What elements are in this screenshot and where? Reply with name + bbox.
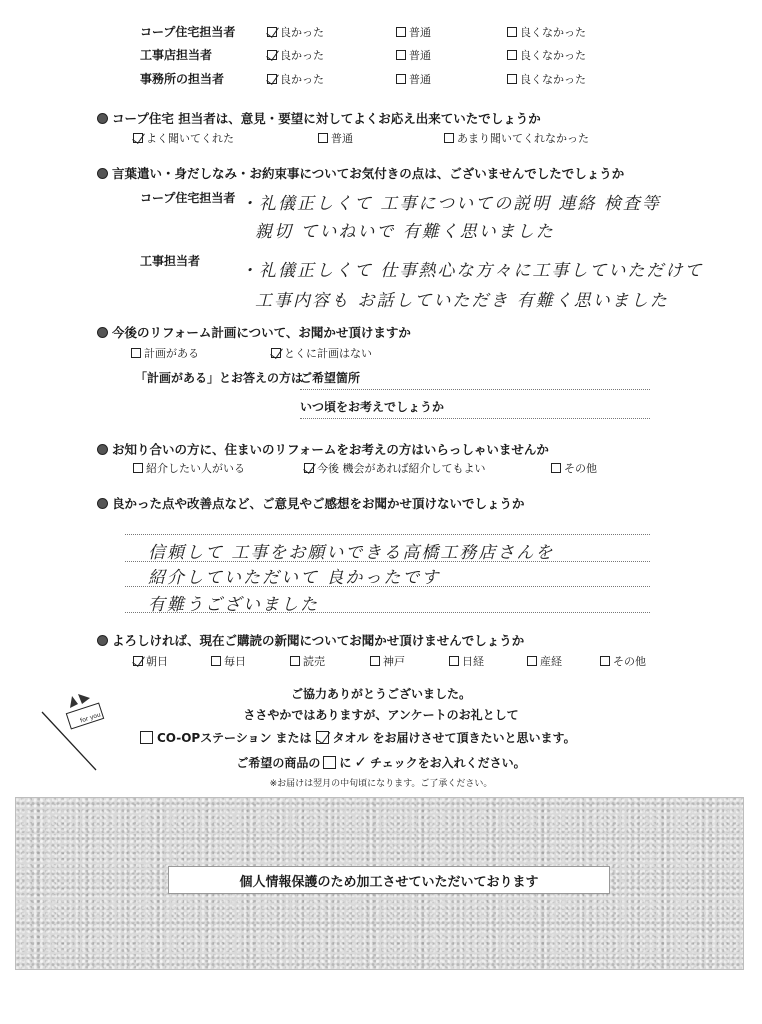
q4-2-checkbox[interactable]: [551, 463, 561, 473]
staff-row-label: コープ住宅担当者: [140, 25, 236, 39]
q6-0-label: 朝日: [146, 655, 168, 668]
q2-coop-answer-line-2: 親切 ていねいで 有難く思いました: [255, 222, 555, 242]
privacy-notice: 個人情報保護のため加工させていただいております: [168, 866, 610, 894]
q2-contractor-answer-line-1: ・礼儀正しくて 仕事熱心な方々に工事していただけて: [240, 261, 704, 281]
q6-6-option[interactable]: [600, 653, 646, 669]
q6-heading: [97, 631, 524, 649]
q6-6-checkbox[interactable]: [600, 656, 610, 666]
q4-0-option[interactable]: [133, 460, 245, 476]
q1-2-checkbox[interactable]: [444, 133, 454, 143]
q1-1-checkbox[interactable]: [318, 133, 328, 143]
staff-rating-0-1-option[interactable]: [396, 24, 431, 40]
staff-rating-2-2-option[interactable]: [507, 71, 586, 87]
q3-1-label: とくに計画はない: [284, 347, 372, 360]
staff-rating-0-1-label: 普通: [409, 26, 431, 39]
bullet-icon: [97, 498, 108, 509]
q2-question: 言葉遣い・身だしなみ・お約束事についてお気付きの点は、ございませんでしたでしょうか: [112, 166, 625, 181]
q4-2-label: その他: [564, 462, 597, 475]
q3-1-option[interactable]: [271, 345, 372, 361]
q1-2-option[interactable]: [444, 130, 589, 146]
q4-1-label: 今後 機会があれば紹介してもよい: [317, 462, 486, 475]
staff-rating-1-2-label: 良くなかった: [520, 49, 586, 62]
when-answer-line: [300, 418, 650, 419]
q6-0-checkbox[interactable]: [133, 656, 143, 666]
gift-option-b: タオル: [332, 731, 369, 745]
staff-rating-2-2-checkbox[interactable]: [507, 74, 517, 84]
q6-2-label: 読売: [303, 655, 325, 668]
instruction-c: チェックをお入れください。: [369, 755, 526, 770]
gift-or: または: [275, 731, 312, 745]
staff-rating-0-2-label: 良くなかった: [520, 26, 586, 39]
q4-2-option[interactable]: [551, 460, 597, 476]
q2-contractor-label: 工事担当者: [140, 254, 201, 268]
q3-1-checkbox[interactable]: [271, 348, 281, 358]
staff-rating-0-0-option[interactable]: [267, 24, 324, 40]
q3-followup-prefix: 「計画がある」とお答えの方は: [135, 371, 304, 385]
bullet-icon: [97, 327, 108, 338]
q6-5-checkbox[interactable]: [527, 656, 537, 666]
staff-rating-2-2-label: 良くなかった: [520, 73, 586, 86]
q6-3-label: 神戸: [383, 655, 405, 668]
q6-5-label: 産経: [540, 655, 562, 668]
staff-rating-1-1-checkbox[interactable]: [396, 50, 406, 60]
staff-rating-2-0-option[interactable]: [267, 71, 324, 87]
q6-1-checkbox[interactable]: [211, 656, 221, 666]
gift-suffix: をお届けさせて頂きたいと思います。: [372, 731, 576, 745]
staff-rating-0-2-option[interactable]: [507, 24, 586, 40]
q3-0-option[interactable]: [131, 345, 199, 361]
staff-rating-1-0-checkbox[interactable]: [267, 50, 277, 60]
gift-tag-text: for you: [79, 711, 102, 725]
q6-2-option[interactable]: [290, 653, 325, 669]
q6-1-label: 毎日: [224, 655, 246, 668]
q3-followup-when: いつ頃をお考えでしょうか: [300, 400, 445, 414]
q6-3-checkbox[interactable]: [370, 656, 380, 666]
q6-5-option[interactable]: [527, 653, 562, 669]
q4-0-checkbox[interactable]: [133, 463, 143, 473]
q5-heading: [97, 494, 525, 512]
q1-1-option[interactable]: [318, 130, 353, 146]
q3-0-checkbox[interactable]: [131, 348, 141, 358]
gift-coop-station-checkbox[interactable]: [140, 731, 153, 744]
q2-heading: [97, 164, 624, 182]
staff-rating-1-1-option[interactable]: [396, 47, 431, 63]
q5-answer-line-1: 信頼して 工事をお願いできる高橋工務店さんを: [148, 543, 555, 563]
q4-heading: [97, 440, 549, 458]
q2-coop-label: コープ住宅担当者: [140, 191, 236, 205]
q6-4-checkbox[interactable]: [449, 656, 459, 666]
checkmark-icon: ✓: [354, 753, 367, 771]
q2-coop-answer-line-1: ・礼儀正しくて 工事についての説明 連絡 検査等: [240, 194, 661, 214]
staff-rating-2-0-label: 良かった: [280, 73, 324, 86]
bullet-icon: [97, 444, 108, 455]
q1-question: コープ住宅 担当者は、意見・要望に対してよくお応え出来ていたでしょうか: [112, 111, 541, 126]
q4-1-checkbox[interactable]: [304, 463, 314, 473]
q1-2-label: あまり聞いてくれなかった: [457, 132, 589, 145]
staff-rating-0-0-label: 良かった: [280, 26, 324, 39]
gift-towel-checkbox[interactable]: [316, 731, 329, 744]
delivery-note: ※お届けは翌月の中旬頃になります。ご了承ください。: [269, 779, 493, 789]
bullet-icon: [97, 635, 108, 646]
staff-row-label: 事務所の担当者: [140, 72, 225, 86]
q2-contractor-answer-line-2: 工事内容も お話していただき 有難く思いました: [255, 291, 669, 311]
q3-heading: [97, 323, 411, 341]
staff-rating-2-1-option[interactable]: [396, 71, 431, 87]
q4-1-option[interactable]: [304, 460, 486, 476]
staff-rating-2-1-label: 普通: [409, 73, 431, 86]
place-answer-line: [300, 389, 650, 390]
staff-rating-2-0-checkbox[interactable]: [267, 74, 277, 84]
q1-0-label: よく聞いてくれた: [146, 132, 234, 145]
staff-rating-1-0-option[interactable]: [267, 47, 324, 63]
staff-rating-2-1-checkbox[interactable]: [396, 74, 406, 84]
gift-option-a: CO-OPステーション: [157, 731, 272, 745]
comment-line: [125, 534, 650, 535]
q3-followup-place: ご希望箇所: [300, 371, 361, 385]
example-checkbox: [323, 756, 336, 769]
q1-0-checkbox[interactable]: [133, 133, 143, 143]
q6-6-label: その他: [613, 655, 646, 668]
q3-question: 今後のリフォーム計画について、お聞かせ頂けますか: [112, 325, 411, 340]
q6-4-option[interactable]: [449, 653, 484, 669]
staff-rating-0-1-checkbox[interactable]: [396, 27, 406, 37]
staff-rating-1-1-label: 普通: [409, 49, 431, 62]
q6-1-option[interactable]: [211, 653, 246, 669]
instruction-b: に: [339, 755, 352, 770]
staff-rating-0-2-checkbox[interactable]: [507, 27, 517, 37]
q4-0-label: 紹介したい人がいる: [146, 462, 245, 475]
staff-row-label: 工事店担当者: [140, 48, 213, 62]
q5-question: 良かった点や改善点など、ご意見やご感想をお聞かせ頂けないでしょうか: [112, 496, 525, 511]
bullet-icon: [97, 168, 108, 179]
bullet-icon: [97, 113, 108, 124]
q3-0-label: 計画がある: [144, 347, 199, 360]
instruction-a: ご希望の商品の: [236, 755, 321, 770]
closing-thanks: ご協力ありがとうございました。: [290, 687, 471, 701]
q1-heading: [97, 109, 541, 127]
q6-2-checkbox[interactable]: [290, 656, 300, 666]
q6-0-option[interactable]: [133, 653, 168, 669]
q4-question: お知り合いの方に、住まいのリフォームをお考えの方はいらっしゃいませんか: [112, 442, 549, 457]
q1-0-option[interactable]: [133, 130, 234, 146]
closing-gift-intro: ささやかではありますが、アンケートのお礼として: [243, 708, 519, 722]
gift-instruction-row: [0, 753, 762, 771]
staff-rating-1-2-option[interactable]: [507, 47, 586, 63]
q1-1-label: 普通: [331, 132, 353, 145]
q6-3-option[interactable]: [370, 653, 405, 669]
q6-question: よろしければ、現在ご購読の新聞についてお聞かせ頂けませんでしょうか: [112, 633, 525, 648]
staff-rating-0-0-checkbox[interactable]: [267, 27, 277, 37]
gift-choice-row: [140, 729, 576, 746]
q5-answer-line-3: 有難うございました: [148, 595, 319, 615]
q6-4-label: 日経: [462, 655, 484, 668]
staff-rating-1-0-label: 良かった: [280, 49, 324, 62]
q5-answer-line-2: 紹介していただいて 良かったです: [148, 568, 441, 588]
staff-rating-1-2-checkbox[interactable]: [507, 50, 517, 60]
